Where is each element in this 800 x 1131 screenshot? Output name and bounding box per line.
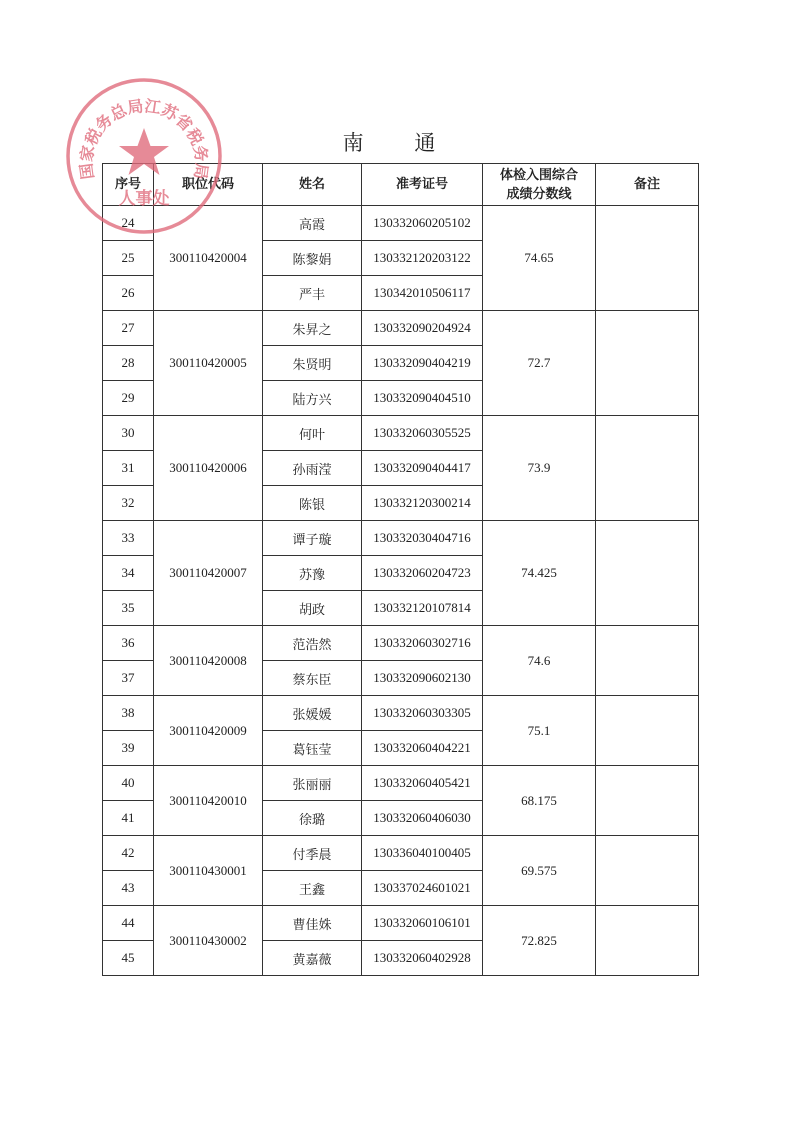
position-code-cell: 300110420006 [154,416,263,521]
remarks-cell [596,766,699,836]
seq-cell: 27 [103,311,154,346]
table-row [103,906,699,941]
position-code-cell: 300110420007 [154,521,263,626]
table-row [103,696,699,731]
exam-no-cell: 130332060205102 [362,206,483,241]
seq-cell: 45 [103,941,154,976]
score-line-cell: 72.825 [483,906,596,976]
name-cell: 黄嘉薇 [263,941,362,976]
seq-cell: 35 [103,591,154,626]
name-cell: 胡政 [263,591,362,626]
name-cell: 范浩然 [263,626,362,661]
seq-cell: 30 [103,416,154,451]
seal-center-text: 人事处 [118,189,170,209]
header-exam-no: 准考证号 [362,164,483,206]
name-cell: 徐璐 [263,801,362,836]
header-score-line [483,164,596,206]
seal-arc-text: 国家税务总局江苏省税务局 [76,96,212,181]
exam-no-cell: 130332030404716 [362,521,483,556]
seq-cell: 33 [103,521,154,556]
table-row [103,766,699,801]
seq-cell: 38 [103,696,154,731]
position-code-cell: 300110420008 [154,626,263,696]
seq-cell: 34 [103,556,154,591]
table-row [103,521,699,556]
exam-no-cell: 130332090404510 [362,381,483,416]
position-code-cell: 300110420005 [154,311,263,416]
name-cell: 张媛媛 [263,696,362,731]
score-line-cell: 75.1 [483,696,596,766]
remarks-cell [596,206,699,311]
seq-cell: 26 [103,276,154,311]
score-line-cell: 72.7 [483,311,596,416]
name-cell: 朱昇之 [263,311,362,346]
page-title: 南 通 [342,131,458,155]
header-seq: 序号 [103,164,154,206]
exam-no-cell: 130332090602130 [362,661,483,696]
position-code-cell: 300110420009 [154,696,263,766]
exam-no-cell: 130332060204723 [362,556,483,591]
exam-no-cell: 130332060404221 [362,731,483,766]
name-cell: 蔡东臣 [263,661,362,696]
name-cell: 陆方兴 [263,381,362,416]
header-name: 姓名 [263,164,362,206]
name-cell: 王鑫 [263,871,362,906]
seq-cell: 31 [103,451,154,486]
exam-no-cell: 130332120203122 [362,241,483,276]
exam-no-cell: 130342010506117 [362,276,483,311]
header-position-code: 职位代码 [154,164,263,206]
table-body [103,206,699,976]
exam-no-cell: 130332090404219 [362,346,483,381]
name-cell: 谭子璇 [263,521,362,556]
table-row [103,416,699,451]
name-cell: 陈银 [263,486,362,521]
seq-cell: 44 [103,906,154,941]
exam-no-cell: 130332060303305 [362,696,483,731]
position-code-cell: 300110420010 [154,766,263,836]
table-row [103,836,699,871]
exam-no-cell: 130332120300214 [362,486,483,521]
seq-cell: 37 [103,661,154,696]
name-cell: 苏豫 [263,556,362,591]
name-cell: 朱贤明 [263,346,362,381]
score-line-cell: 74.65 [483,206,596,311]
exam-no-cell: 130332060402928 [362,941,483,976]
seq-cell: 24 [103,206,154,241]
remarks-cell [596,521,699,626]
exam-no-cell: 130337024601021 [362,871,483,906]
header-score-line-1: 体检入围综合 [499,167,578,183]
score-line-cell: 74.425 [483,521,596,626]
exam-no-cell: 130332060405421 [362,766,483,801]
score-line-cell: 69.575 [483,836,596,906]
seq-cell: 25 [103,241,154,276]
exam-no-cell: 130332060305525 [362,416,483,451]
seq-cell: 39 [103,731,154,766]
seq-cell: 43 [103,871,154,906]
remarks-cell [596,416,699,521]
seq-cell: 28 [103,346,154,381]
name-cell: 付季晨 [263,836,362,871]
header-row [103,164,699,206]
header-score-line-2: 成绩分数线 [506,186,572,202]
score-line-cell: 68.175 [483,766,596,836]
name-cell: 孙雨滢 [263,451,362,486]
exam-no-cell: 130332060106101 [362,906,483,941]
score-line-cell: 74.6 [483,626,596,696]
name-cell: 严丰 [263,276,362,311]
exam-no-cell: 130332120107814 [362,591,483,626]
candidate-table [102,163,699,976]
score-line-cell: 73.9 [483,416,596,521]
exam-no-cell: 130332060302716 [362,626,483,661]
name-cell: 高霞 [263,206,362,241]
position-code-cell: 300110420004 [154,206,263,311]
name-cell: 陈黎娟 [263,241,362,276]
name-cell: 何叶 [263,416,362,451]
exam-no-cell: 130332090404417 [362,451,483,486]
remarks-cell [596,626,699,696]
name-cell: 曹佳姝 [263,906,362,941]
name-cell: 张丽丽 [263,766,362,801]
position-code-cell: 300110430002 [154,906,263,976]
table-row [103,626,699,661]
seq-cell: 41 [103,801,154,836]
seq-cell: 32 [103,486,154,521]
position-code-cell: 300110430001 [154,836,263,906]
exam-no-cell: 130336040100405 [362,836,483,871]
seq-cell: 29 [103,381,154,416]
header-remarks: 备注 [596,164,699,206]
exam-no-cell: 130332060406030 [362,801,483,836]
remarks-cell [596,836,699,906]
table-row [103,311,699,346]
exam-no-cell: 130332090204924 [362,311,483,346]
remarks-cell [596,311,699,416]
seq-cell: 40 [103,766,154,801]
remarks-cell [596,906,699,976]
seq-cell: 36 [103,626,154,661]
seq-cell: 42 [103,836,154,871]
remarks-cell [596,696,699,766]
table-row [103,206,699,241]
name-cell: 葛钰莹 [263,731,362,766]
